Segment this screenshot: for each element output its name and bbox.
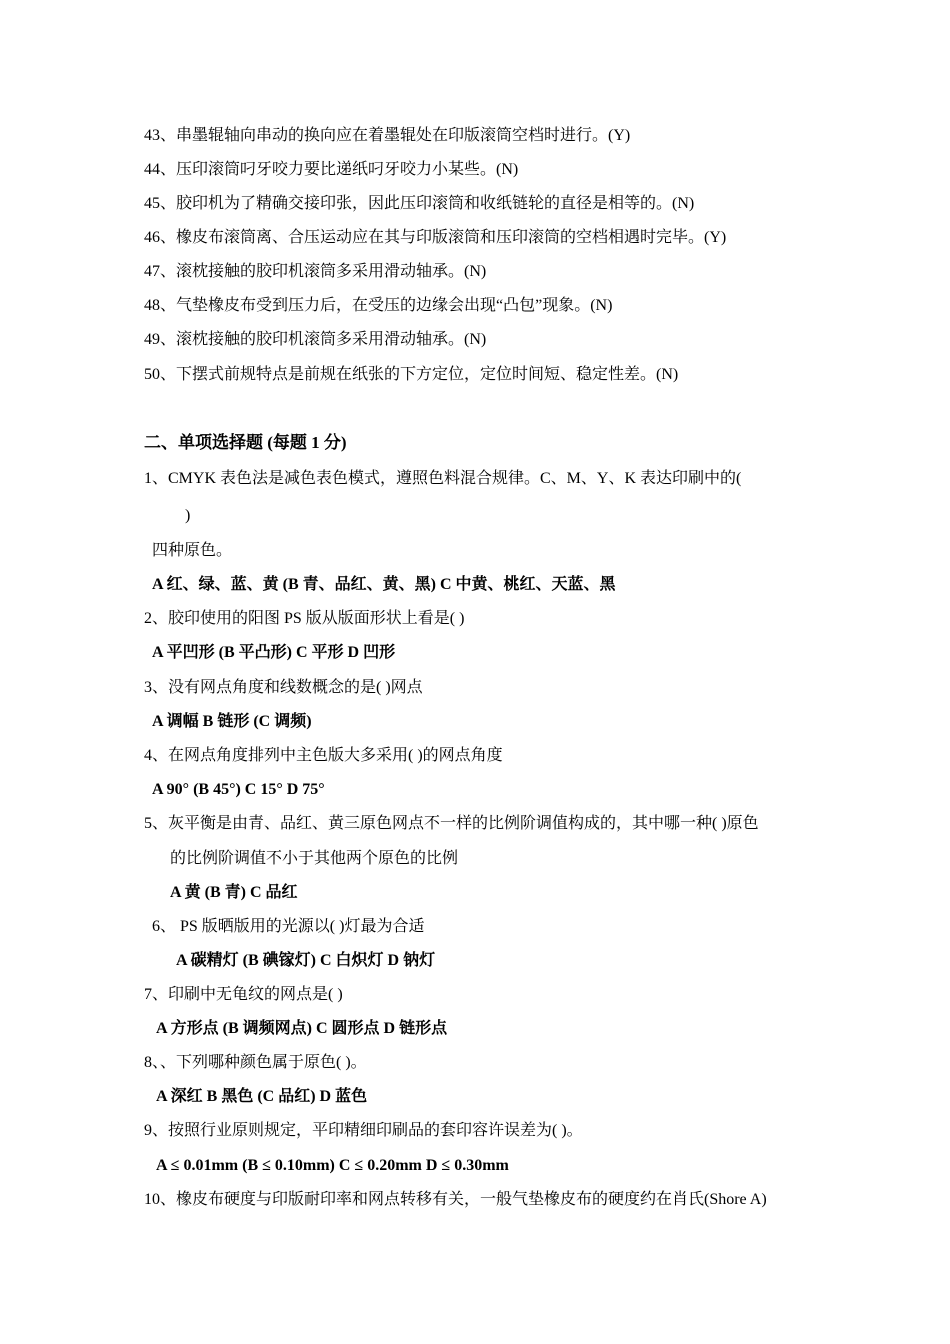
question-2-options: A 平凹形 (B 平凸形) C 平形 D 凹形: [152, 644, 396, 661]
question-3: 3、没有网点角度和线数概念的是( )网点: [144, 679, 423, 696]
question-47: 47、滚枕接触的胶印机滚筒多采用滑动轴承。(N): [144, 263, 487, 280]
question-43: 43、串墨辊轴向串动的换向应在着墨辊处在印版滚筒空档时进行。(Y): [144, 127, 631, 144]
question-5-line1: 5、灰平衡是由青、品红、黄三原色网点不一样的比例阶调值构成的，其中哪一种( )原色: [144, 815, 759, 832]
question-8: 8、、下列哪种颜色属于原色( )。: [144, 1054, 367, 1071]
question-46: 46、橡皮布滚筒离、合压运动应在其与印版滚筒和压印滚筒的空档相遇时完毕。(Y): [144, 229, 727, 246]
question-50: 50、下摆式前规特点是前规在纸张的下方定位，定位时间短、稳定性差。(N): [144, 366, 679, 383]
question-45: 45、胶印机为了精确交接印张，因此压印滚筒和收纸链轮的直径是相等的。(N): [144, 195, 695, 212]
question-7-options: A 方形点 (B 调频网点) C 圆形点 D 链形点: [156, 1020, 448, 1037]
question-8-options: A 深红 B 黑色 (C 品红) D 蓝色: [156, 1088, 368, 1105]
question-4-options: A 90° (B 45°) C 15° D 75°: [152, 781, 325, 798]
question-6-options: A 碳精灯 (B 碘镓灯) C 白炽灯 D 钠灯: [176, 952, 436, 969]
question-3-options: A 调幅 B 链形 (C 调频): [152, 713, 312, 730]
section-heading: 二、单项选择题 (每题 1 分): [144, 433, 347, 452]
question-48: 48、气垫橡皮布受到压力后，在受压的边缘会出现“凸包”现象。(N): [144, 297, 613, 314]
question-9-options: A ≤ 0.01mm (B ≤ 0.10mm) C ≤ 0.20mm D ≤ 0.30mm: [156, 1157, 509, 1174]
question-2: 2、胶印使用的阳图 PS 版从版面形状上看是( ): [144, 610, 465, 627]
question-1-line3: 四种原色。: [152, 542, 233, 559]
question-9: 9、按照行业原则规定，平印精细印刷品的套印容许误差为( )。: [144, 1122, 583, 1139]
question-1-options: A 红、绿、蓝、黄 (B 青、品红、黄、黑) C 中黄、桃红、天蓝、黑: [152, 576, 616, 593]
question-6: 6、 PS 版晒版用的光源以( )灯最为合适: [152, 918, 425, 935]
question-1-line1: 1、CMYK 表色法是减色表色模式，遵照色料混合规律。C、M、Y、K 表达印刷中的(: [144, 470, 742, 487]
question-5-line2: 的比例阶调值不小于其他两个原色的比例: [170, 850, 459, 867]
question-5-options: A 黄 (B 青) C 品红: [170, 884, 298, 901]
question-44: 44、压印滚筒叼牙咬力要比递纸叼牙咬力小某些。(N): [144, 161, 519, 178]
question-1-line2: ): [185, 507, 191, 524]
question-49: 49、滚枕接触的胶印机滚筒多采用滑动轴承。(N): [144, 331, 487, 348]
question-4: 4、在网点角度排列中主色版大多采用( )的网点角度: [144, 747, 503, 764]
question-7: 7、印刷中无龟纹的网点是( ): [144, 986, 343, 1003]
question-10: 10、橡皮布硬度与印版耐印率和网点转移有关，一般气垫橡皮布的硬度约在肖氏(Shore A): [144, 1191, 767, 1208]
